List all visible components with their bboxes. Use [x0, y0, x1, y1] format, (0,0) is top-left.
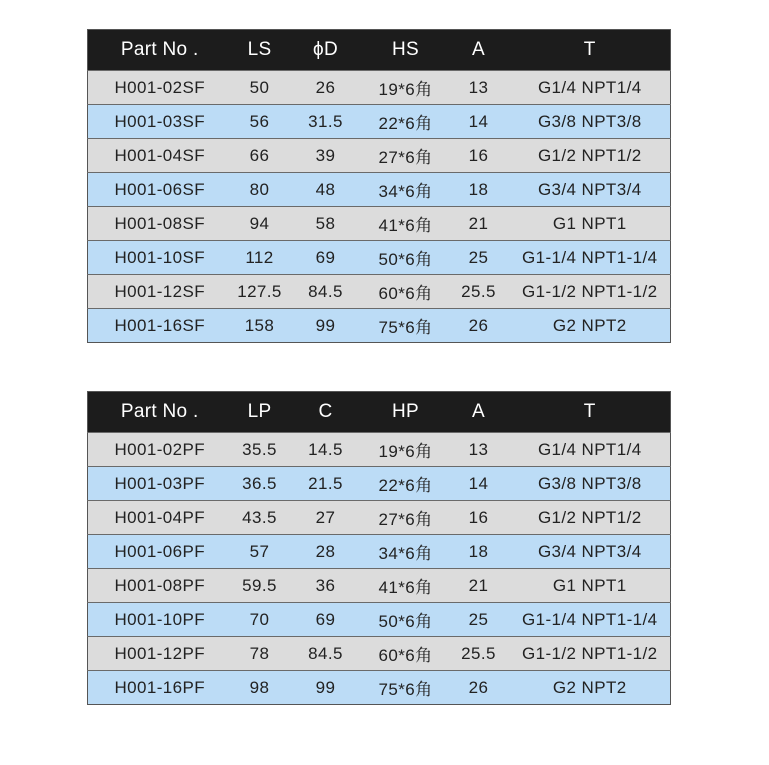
- table-cell: 27: [288, 501, 364, 535]
- table-cell: 78: [232, 637, 288, 671]
- table-cell: 84.5: [288, 275, 364, 309]
- table-cell: 16: [448, 501, 510, 535]
- table-cell: H001-03SF: [88, 105, 232, 139]
- table-cell: 26: [288, 71, 364, 105]
- table-cell: 112: [232, 241, 288, 275]
- table-cell: 34*6角: [364, 173, 448, 207]
- table-cell: 98: [232, 671, 288, 705]
- table-cell: 57: [232, 535, 288, 569]
- table-cell: 84.5: [288, 637, 364, 671]
- table-row: [88, 637, 671, 671]
- table-cell: 25.5: [448, 275, 510, 309]
- column-header: Part No .: [88, 392, 232, 433]
- table-cell: G1-1/2 NPT1-1/2: [510, 637, 671, 671]
- table-cell: 158: [232, 309, 288, 343]
- sf-spec-table: [87, 29, 671, 343]
- table-row: [88, 241, 671, 275]
- table-cell: 66: [232, 139, 288, 173]
- table-cell: 94: [232, 207, 288, 241]
- table-cell: H001-02SF: [88, 71, 232, 105]
- table-cell: H001-10SF: [88, 241, 232, 275]
- column-header: A: [448, 392, 510, 433]
- table-cell: 39: [288, 139, 364, 173]
- pf-spec-table: [87, 391, 671, 705]
- table-cell: 43.5: [232, 501, 288, 535]
- table-cell: 31.5: [288, 105, 364, 139]
- table-cell: 18: [448, 535, 510, 569]
- table-cell: 21: [448, 207, 510, 241]
- table-cell: H001-12PF: [88, 637, 232, 671]
- table-row: [88, 173, 671, 207]
- table-cell: 19*6角: [364, 71, 448, 105]
- column-header: Part No .: [88, 30, 232, 71]
- table-cell: H001-04SF: [88, 139, 232, 173]
- table-cell: 22*6角: [364, 105, 448, 139]
- table-row: [88, 71, 671, 105]
- table-cell: 41*6角: [364, 569, 448, 603]
- table-row: [88, 467, 671, 501]
- table-cell: G3/4 NPT3/4: [510, 535, 671, 569]
- table-cell: 21: [448, 569, 510, 603]
- table-cell: H001-08PF: [88, 569, 232, 603]
- table-cell: H001-16PF: [88, 671, 232, 705]
- table-cell: 26: [448, 309, 510, 343]
- table-cell: 60*6角: [364, 275, 448, 309]
- table-cell: 50*6角: [364, 241, 448, 275]
- table-cell: G2 NPT2: [510, 671, 671, 705]
- table-cell: G1 NPT1: [510, 569, 671, 603]
- table-cell: 99: [288, 309, 364, 343]
- table-row: [88, 671, 671, 705]
- table-cell: 50*6角: [364, 603, 448, 637]
- column-header: A: [448, 30, 510, 71]
- table-cell: 14.5: [288, 433, 364, 467]
- table-cell: H001-03PF: [88, 467, 232, 501]
- table-cell: 70: [232, 603, 288, 637]
- table-cell: G1/4 NPT1/4: [510, 71, 671, 105]
- table-cell: 69: [288, 603, 364, 637]
- table-cell: H001-06PF: [88, 535, 232, 569]
- table-cell: 80: [232, 173, 288, 207]
- table-cell: 50: [232, 71, 288, 105]
- table-cell: 13: [448, 433, 510, 467]
- table-cell: 127.5: [232, 275, 288, 309]
- table-cell: H001-06SF: [88, 173, 232, 207]
- table-cell: 14: [448, 105, 510, 139]
- table-cell: H001-04PF: [88, 501, 232, 535]
- table-row: [88, 275, 671, 309]
- table-body: [88, 71, 671, 343]
- table-cell: 25: [448, 603, 510, 637]
- table-cell: 48: [288, 173, 364, 207]
- column-header: T: [510, 392, 671, 433]
- column-header: ϕD: [288, 30, 364, 71]
- table-body: [88, 433, 671, 705]
- table-cell: 36.5: [232, 467, 288, 501]
- table-row: [88, 309, 671, 343]
- table-row: [88, 433, 671, 467]
- table-cell: 18: [448, 173, 510, 207]
- table-cell: 59.5: [232, 569, 288, 603]
- table-cell: G1-1/4 NPT1-1/4: [510, 603, 671, 637]
- table-row: [88, 603, 671, 637]
- table-cell: H001-16SF: [88, 309, 232, 343]
- table-row: [88, 501, 671, 535]
- table-cell: 75*6角: [364, 671, 448, 705]
- table-cell: 22*6角: [364, 467, 448, 501]
- table-header: [88, 30, 671, 71]
- table-cell: 21.5: [288, 467, 364, 501]
- table-cell: 75*6角: [364, 309, 448, 343]
- table-row: [88, 105, 671, 139]
- table-cell: 27*6角: [364, 501, 448, 535]
- table-cell: G1/2 NPT1/2: [510, 501, 671, 535]
- table-cell: H001-12SF: [88, 275, 232, 309]
- table-cell: 41*6角: [364, 207, 448, 241]
- table-header: [88, 392, 671, 433]
- table-cell: 28: [288, 535, 364, 569]
- column-header: HP: [364, 392, 448, 433]
- table-cell: H001-10PF: [88, 603, 232, 637]
- table-cell: 14: [448, 467, 510, 501]
- table-cell: 16: [448, 139, 510, 173]
- table-cell: G3/4 NPT3/4: [510, 173, 671, 207]
- table-cell: 58: [288, 207, 364, 241]
- table-row: [88, 207, 671, 241]
- table-cell: 27*6角: [364, 139, 448, 173]
- table-cell: H001-08SF: [88, 207, 232, 241]
- table-cell: 56: [232, 105, 288, 139]
- column-header: LP: [232, 392, 288, 433]
- table-cell: 13: [448, 71, 510, 105]
- table-cell: G3/8 NPT3/8: [510, 467, 671, 501]
- table-cell: G1-1/4 NPT1-1/4: [510, 241, 671, 275]
- table-cell: 60*6角: [364, 637, 448, 671]
- table-cell: G1/2 NPT1/2: [510, 139, 671, 173]
- table-cell: G3/8 NPT3/8: [510, 105, 671, 139]
- table-cell: 26: [448, 671, 510, 705]
- table-cell: 36: [288, 569, 364, 603]
- table-cell: 99: [288, 671, 364, 705]
- table-cell: 25.5: [448, 637, 510, 671]
- table-row: [88, 569, 671, 603]
- table-cell: G1-1/2 NPT1-1/2: [510, 275, 671, 309]
- table-cell: 25: [448, 241, 510, 275]
- column-header: LS: [232, 30, 288, 71]
- table-cell: 69: [288, 241, 364, 275]
- table-cell: G1/4 NPT1/4: [510, 433, 671, 467]
- table-cell: 35.5: [232, 433, 288, 467]
- table-cell: 34*6角: [364, 535, 448, 569]
- table-cell: H001-02PF: [88, 433, 232, 467]
- table-cell: G1 NPT1: [510, 207, 671, 241]
- column-header: HS: [364, 30, 448, 71]
- table-cell: 19*6角: [364, 433, 448, 467]
- column-header: C: [288, 392, 364, 433]
- column-header: T: [510, 30, 671, 71]
- table-row: [88, 139, 671, 173]
- table-cell: G2 NPT2: [510, 309, 671, 343]
- table-row: [88, 535, 671, 569]
